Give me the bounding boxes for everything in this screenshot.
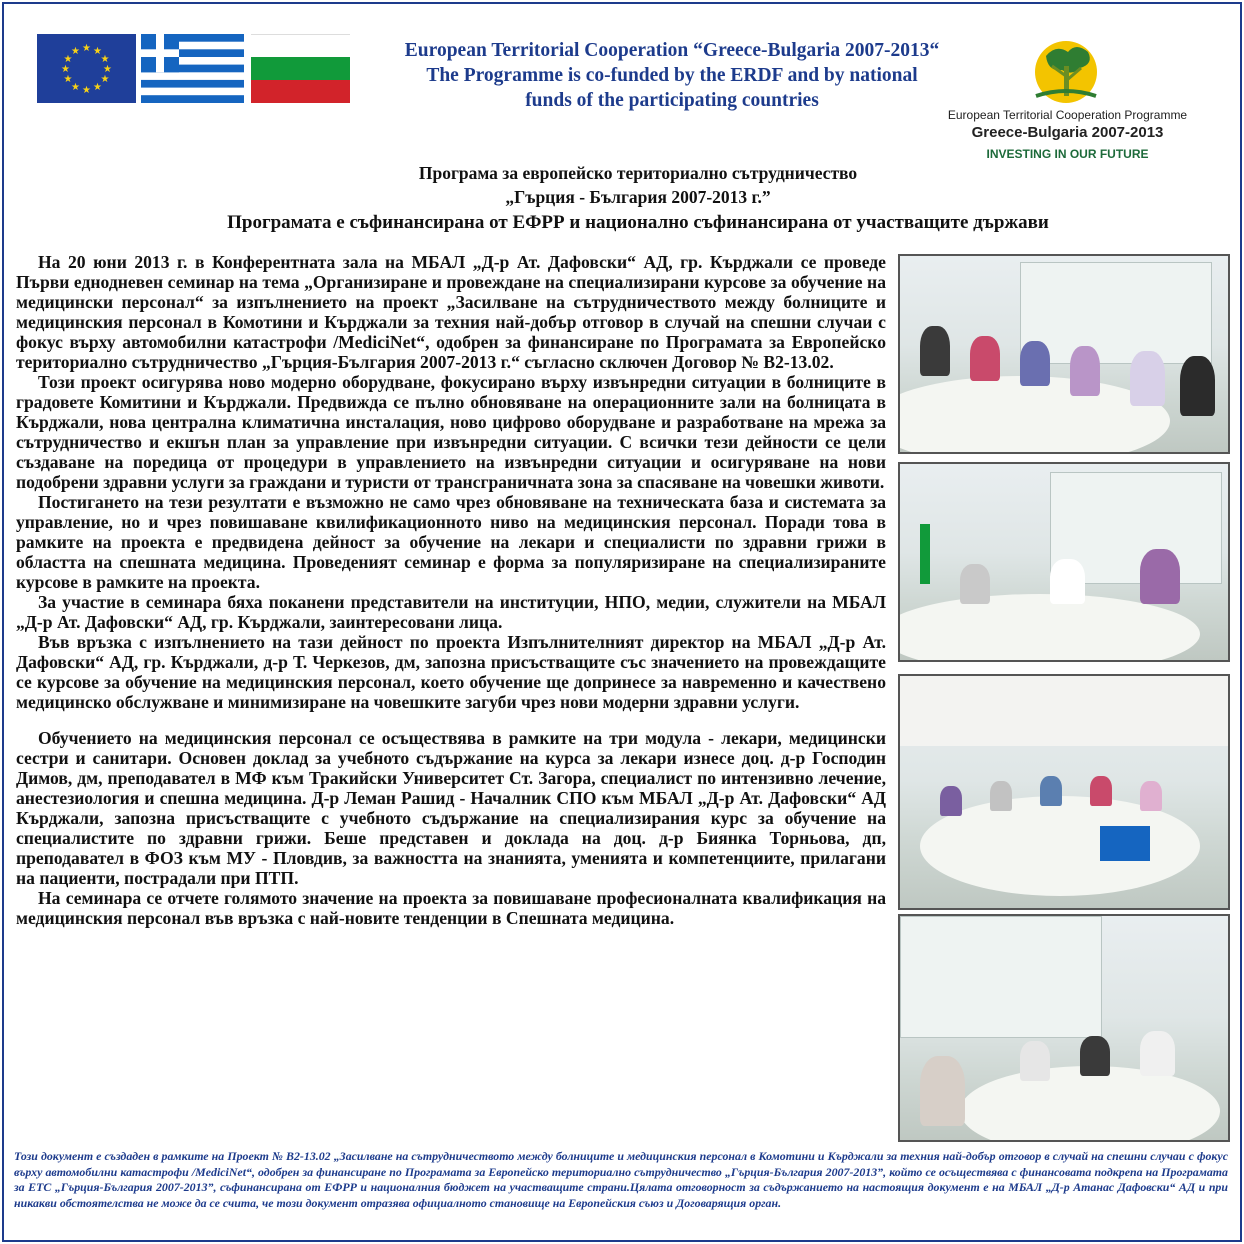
article-body: [16, 252, 886, 928]
svg-text:★: ★: [82, 85, 91, 96]
svg-text:★: ★: [61, 64, 70, 75]
paragraph-3: Постигането на тези резултати е възможно не само чрез обновяване на техническата база и системата за управление, но и чрез повишаване квилификационното ниво на медицинския персонал. Поради това в рамките на проекта е предвидена дейност за обучение на лекари и специалисти по здравни грижи в областта на спешната медицина. Проведеният семинар е форма за популяризиране на специализираните курсове в рамките на проекта.: [16, 492, 886, 592]
paragraph-2: Този проект осигурява ново модерно оборудване, фокусирано върху извънредни ситуации в болниците в градовете Комитини и Кърджали. Предвижда се пълно обновяване на операционните зали на болницата в Кърджали, нова централна климатична инсталация, ново цифрово оборудване и разработване на мрежа за сътрудничество и екшън план за управление при извънредни ситуации. С всички тези дейности се цели създаване на поредица от процедури в управлението на извънредни ситуации и осигуряване на нови подобрени здравни услуги за граждани и туристи от трансграничната зона за спасяване на човешки животи.: [16, 372, 886, 492]
svg-text:★: ★: [93, 82, 102, 93]
greece-flag-icon: [141, 34, 244, 103]
bulgaria-flag-icon: [251, 34, 350, 103]
svg-text:★: ★: [71, 82, 80, 93]
title-line-1: Програма за европейско териториално сътрудничество: [418, 163, 858, 183]
seminar-photo-4: [898, 914, 1230, 1142]
seminar-photo-3: [898, 674, 1230, 910]
svg-text:★: ★: [82, 43, 91, 54]
paragraph-4: За участие в семинара бяха поканени представители на институции, НПО, медии, служители на МБАЛ „Д-р Ат. Дафовски“ АД, гр. Кърджали, заинтересовани лица.: [16, 592, 886, 632]
title-line-2: „Гърция - България 2007-2013 г.”: [505, 187, 771, 207]
title-line-3: Програмата е съфинансирана от ЕФРР и национално съфинансирана от участващите държави: [227, 212, 1049, 233]
svg-text:★: ★: [100, 74, 110, 85]
svg-text:★: ★: [63, 74, 73, 85]
paragraph-7: На семинара се отчете голямото значение на проекта за повишаване професионалната квалификация на медицинския персонал във връзка с най-новите тенденции в Спешната медицина.: [16, 888, 886, 928]
svg-text:★: ★: [93, 46, 102, 57]
paragraph-1: На 20 юни 2013 г. в Конферентната зала на МБАЛ „Д-р Ат. Дафовски“ АД, гр. Кърджали се проведе Първи еднодневен семинар на тема „Организиране и провеждане на специализирани курсове за обучение на медицински персонал“ за изпълнението на проект „Засилване на сътрудничеството между болниците и медицинския персонал в Комотини и Кърджали за техния най-добър отговор в случай на спешни случаи с фокус върху автомобилни катастрофи /MediciNet“, одобрен за финансиране по Програмата за Европейско териториално сътрудничество „Гърция-България 2007-2013 г.“ съгласно сключен Договор № B2-13.02.: [16, 252, 886, 372]
svg-text:★: ★: [71, 46, 80, 57]
eu-flag-icon: [37, 34, 136, 103]
programme-tree-logo-icon: [1016, 36, 1116, 108]
svg-text:★: ★: [100, 54, 110, 65]
logo-caption-1: European Territorial Cooperation Programme: [947, 108, 1188, 122]
programme-line-2: The Programme is co-funded by the ERDF and by national: [426, 65, 918, 86]
seminar-photo-2: [898, 462, 1230, 662]
logo-caption-2: Greece-Bulgaria 2007-2013: [971, 124, 1164, 141]
seminar-photo-1: [898, 254, 1230, 454]
logo-caption-3: INVESTING IN OUR FUTURE: [986, 147, 1149, 161]
svg-text:★: ★: [63, 54, 73, 65]
disclaimer-footer: Този документ е създаден в рамките на Проект № B2-13.02 „Засилване на сътрудничеството между болниците и медицинския персонал в Комотини и Кърджали за техния най-добър отговор в случай на спешни случаи с фокус върху автомобилни катастрофи /MediciNet“, одобрен за финансиране по Програмата за Европейско териториално сътрудничество „Гърция-България 2007-2013”, който се осъществява с финансовата подкрепа на Програмата за ЕТС „Гърция-България 2007-2013”, съфинансирана от ЕФРР и националния бюджет на участващите страни.Цялата отговорност за съдържанието на настоящия документ е на МБАЛ „Д-р Атанас Дафовски“ АД и при никакви обстоятелства не може да се счита, че този документ отразява официалното становище на Европейския съюз и Договарящия орган.: [14, 1149, 1228, 1210]
programme-line-1: European Territorial Cooperation “Greece-Bulgaria 2007-2013“: [404, 40, 940, 61]
paragraph-5: Във връзка с изпълнението на тази дейност по проекта Изпълнителният директор на МБАЛ „Д-р Ат. Дафовски“ АД, гр. Кърджали, д-р Т. Черкезов, дм, запозна присъстващите със значението на провеждащите се курсове за обучение на медицинския персонал, което обучение ще допринесе за навременно и качествено медицинско обслужване и минимизиране на човешките загуби чрез нови модерни здравни услуги.: [16, 632, 886, 712]
svg-text:★: ★: [103, 64, 112, 75]
paragraph-6: Обучението на медицинския персонал се осъществява в рамките на три модула - лекари, медицински сестри и санитари. Основен доклад за учебното съдържание на курса за лекари изнесе доц. д-р Господин Димов, дм, преподавател в МФ към Тракийски Университет Ст. Загора, специалист по интензивно лечение, анестезиология и спешна медицина. Д-р Леман Рашид - Началник СПО към МБАЛ „Д-р Ат. Дафовски“ АД Кърджали, запозна присъстващите с учебното съдържание на специализирания курс за обучение на специалистите по здравни грижи. Беше представен и доклада на доц. д-р Биянка Торньова, дп, преподавател в ФОЗ към МУ - Пловдив, за важността на знанията, уменията и компетенциите, прилагани на пациенти, пострадали при ПТП.: [16, 728, 886, 888]
programme-header: [352, 38, 992, 113]
programme-line-3: funds of the participating countries: [525, 90, 819, 111]
